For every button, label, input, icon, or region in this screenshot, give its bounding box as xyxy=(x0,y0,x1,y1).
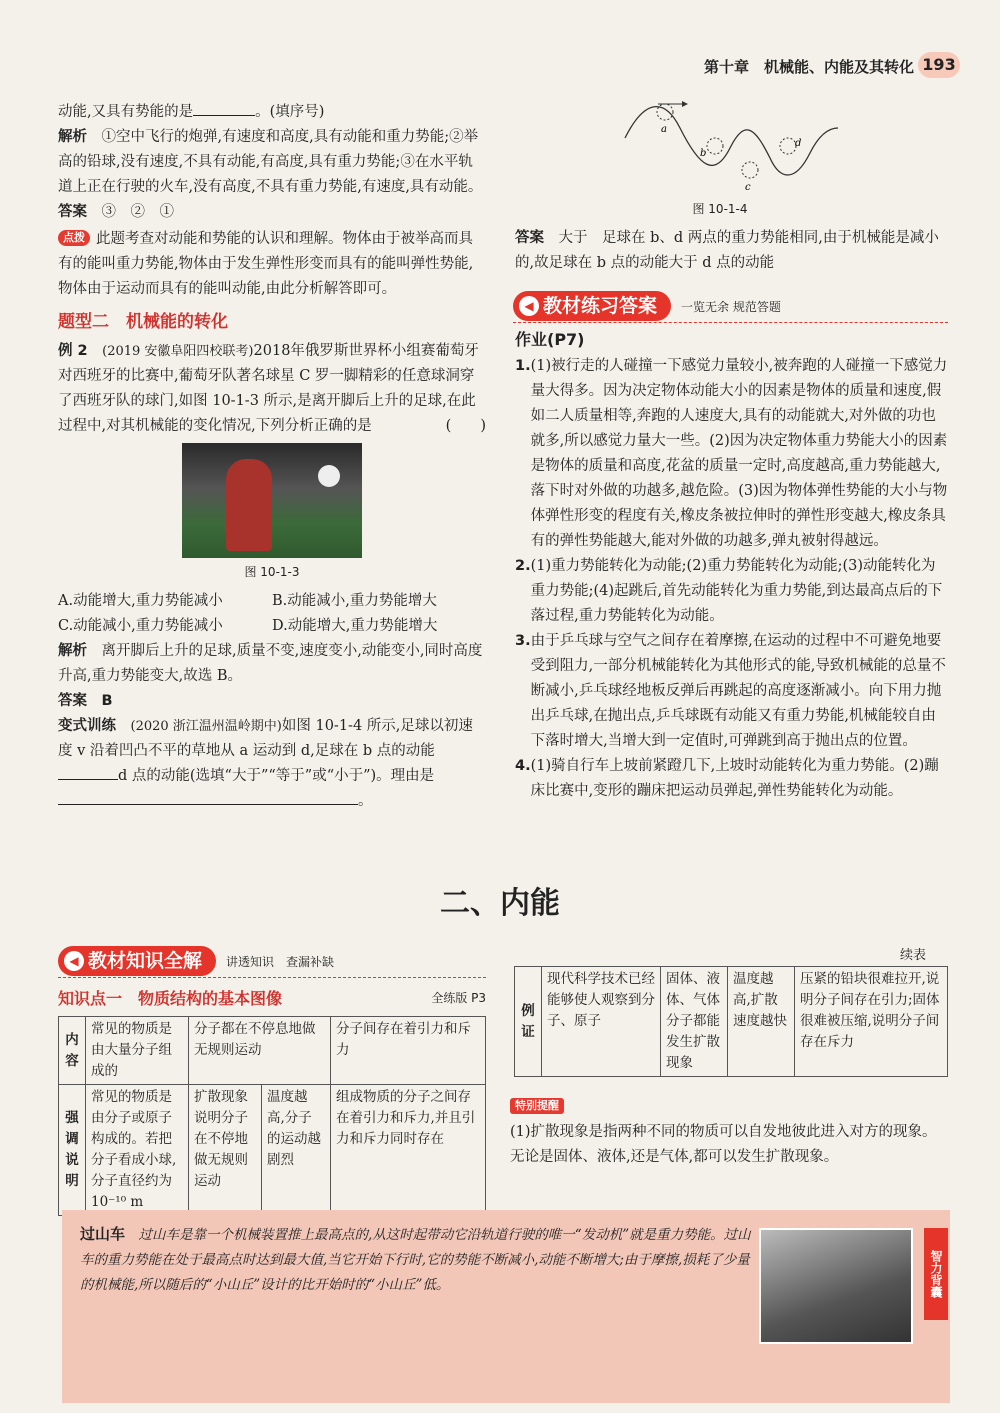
chapter-title: 第十章 机械能、内能及其转化 xyxy=(703,58,914,76)
special-badge: 特别提醒 xyxy=(510,1098,564,1114)
point1-heading: 知识点一 物质结构的基本图像 xyxy=(58,989,283,1008)
table-cell: 常见的物质是由大量分子组成的 xyxy=(86,1017,189,1085)
analysis-2: 解析 离开脚后上升的足球,质量不变,速度变小,动能变小,同时高度升高,重力势能变大,故选 B。 xyxy=(58,643,483,684)
knowledge-banner: ◀ 教材知识全解 讲透知识 查漏补缺 xyxy=(58,946,486,976)
roller-coaster-photo xyxy=(759,1228,913,1344)
option-a: A.动能增大,重力势能减小 xyxy=(58,593,223,609)
table-cell: 压紧的铅块很难拉开,说明分子间存在引力;固体很难被压缩,说明分子间存在斥力 xyxy=(795,967,948,1077)
footer-tag: 智力背囊 xyxy=(924,1228,948,1320)
row-head-content: 内容 xyxy=(59,1017,86,1085)
label-a: a xyxy=(661,124,667,135)
table-cell: 组成物质的分子之间存在着引力和斥力,并且引力和斥力同时存在 xyxy=(331,1085,486,1216)
row-head-emphasis: 强调说明 xyxy=(59,1085,86,1216)
knowledge-banner-subtitle: 讲透知识 查漏补缺 xyxy=(226,954,335,969)
table-cell: 温度越高,分子的运动越剧烈 xyxy=(262,1085,331,1216)
option-b: B.动能减小,重力势能增大 xyxy=(272,593,437,609)
option-d: D.动能增大,重力势能增大 xyxy=(272,618,438,634)
special-reminder xyxy=(510,1095,950,1170)
knowledge-banner-title: 教材知识全解 xyxy=(88,950,203,972)
homework-item: 3. 由于乒乓球与空气之间存在着摩擦,在运动的过程中不可避免地要受到阻力,一部分机械能转化为其他形式的能,导致机械能的总量不断减小,乒乓球经地板反弹后再跳起的高度逐渐减小。向下用力抛出乒乓球,在抛出点,乒乓球既有动能又有重力势能,机械能较自由下落时增大,当增大到一定值时,可弹跳到高于抛出点的位置。 xyxy=(515,633,946,749)
figure-10-1-4 xyxy=(620,98,840,193)
football-photo xyxy=(182,443,362,558)
knowledge-point-1 xyxy=(58,986,486,1009)
homework xyxy=(515,327,948,804)
exercise-banner-title: 教材练习答案 xyxy=(543,295,658,317)
label-d: d xyxy=(795,138,802,149)
label-b: b xyxy=(700,148,707,159)
table-cell: 常见的物质是由分子或原子构成的。若把分子看成小球,分子直径约为 10⁻¹⁰ m xyxy=(86,1085,189,1216)
homework-item: 4. (1)骑自行车上坡前紧蹬几下,上坡时动能转化为重力势能。(2)蹦床比赛中,变形的蹦床把运动员弹起,弹性势能转化为动能。 xyxy=(515,758,939,799)
section-title: 二、内能 xyxy=(440,886,560,921)
row-head-example: 例证 xyxy=(515,967,542,1077)
options-row-1 xyxy=(58,589,486,614)
special-text: (1)扩散现象是指两种不同的物质可以自发地彼此进入对方的现象。无论是固体、液体,还是气体,都可以发生扩散现象。 xyxy=(510,1124,937,1165)
footer-text: 过山车 过山车是靠一个机械装置推上最高点的,从这时起带动它沿轨道行驶的唯一“发动机”就是重力势能。过山车的重力势能在处于最高点时达到最大值,当它开始下行时,它的势能不断减小,动能不断增大;由于摩擦,损耗了少量的机械能,所以随后的“小山丘”设计的比开始时的“小山丘”低。 xyxy=(80,1225,751,1293)
right-column-answer: 答案 大于 足球在 b、d 两点的重力势能相同,由于机械能是减小的,故足球在 b 点的动能大于 d 点的动能 xyxy=(515,230,939,271)
exercise-banner-subtitle: 一览无余 规范答题 xyxy=(681,299,781,314)
tip-badge: 点拨 xyxy=(58,230,90,246)
point1-ref: 全练版 P3 xyxy=(431,991,486,1005)
example-2: 例 2 (2019 安徽阜阳四校联考)2018年俄罗斯世界杯小组赛葡萄牙对西班牙的比赛中,葡萄牙队著名球星 C 罗一脚精彩的任意球洞穿了西班牙队的球门,如图 10-1-3 所示,是离开脚后上升的足球,在此过程中,对其机械能的变化情况,下列分析正确的是 ( ) xyxy=(58,343,486,434)
table-cell: 温度越高,扩散速度越快 xyxy=(728,967,795,1077)
table-cell: 分子都在不停息地做无规则运动 xyxy=(189,1017,331,1085)
knowledge-table xyxy=(58,1016,486,1216)
options-row-2 xyxy=(58,614,486,639)
exercise-banner: ◀ 教材练习答案 一览无余 规范答题 xyxy=(513,291,948,321)
homework-item: 1. (1)被行走的人碰撞一下感觉力量较小,被奔跑的人碰撞一下感觉力量大得多。因为决定物体动能大小的因素是物体的质量和速度,假如二人质量相等,奔跑的人速度大,具有的动能就大,对外做的功也就多,所以感觉力量大一些。(2)因为决定物体重力势能大小的因素是物体的质量和高度,花盆的质量一定时,高度越高,重力势能越大,落下时对外做的功越多,越危险。(3)因为物体弹性势能的大小与物体弹性形变的程度有关,橡皮条被拉伸时的弹性形变越大,橡皮条具有的弹性势能越大,能对外做的功越多,弹丸被射得越远。 xyxy=(515,358,948,549)
label-c: c xyxy=(745,182,751,193)
answer-2: 答案 B xyxy=(58,693,113,709)
footer-title: 过山车 xyxy=(80,1225,126,1243)
knowledge-table-continued xyxy=(514,966,948,1077)
homework-item: 2. (1)重力势能转化为动能;(2)重力势能转化为动能;(3)动能转化为重力势能;(4)起跳后,首先动能转化为重力势能,到达最高点后的下落过程,重力势能转化为动能。 xyxy=(515,558,943,624)
tip: 点拨 此题考查对动能和势能的认识和理解。物体由于被举高而具有的能叫重力势能,物体由于发生弹性形变而具有的能叫弹性势能,物体由于运动而具有的能叫动能,由此分析解答即可。 xyxy=(58,231,474,297)
figure-caption: 图 10-1-3 xyxy=(244,565,300,579)
analysis: 解析 ①空中飞行的炮弹,有速度和高度,具有动能和重力势能;②举高的铅球,没有速度,不具有动能,有高度,具有重力势能;③在水平轨道上正在行驶的火车,没有高度,不具有重力势能,有速度,具有动能。 xyxy=(58,129,483,195)
option-c: C.动能减小,重力势能减小 xyxy=(58,618,223,634)
table-cell: 现代科学技术已经能够使人观察到分子、原子 xyxy=(542,967,661,1077)
homework-title: 作业(P7) xyxy=(515,330,585,349)
table-cell: 扩散现象说明分子在不停地做无规则运动 xyxy=(189,1085,262,1216)
table-cell: 固体、液体、气体分子都能发生扩散现象 xyxy=(661,967,728,1077)
table-continued-label: 续表 xyxy=(900,948,927,963)
footer-box xyxy=(62,1210,950,1403)
type2-heading: 题型二 机械能的转化 xyxy=(58,312,228,332)
answer: 答案 ③ ② ① xyxy=(58,204,174,220)
left-column xyxy=(58,100,486,814)
page-number: 193 xyxy=(918,52,960,78)
variant-training: 变式训练 (2020 浙江温州温岭期中)如图 10-1-4 所示,足球以初速度 v 沿着凹凸不平的草地从 a 运动到 d,足球在 b 点的动能d 点的动能(选填“大于”“等于”或“小于”)。理由是。 xyxy=(58,718,473,809)
figure-10-1-4-caption: 图 10-1-4 xyxy=(692,202,748,216)
page-header xyxy=(640,52,970,82)
terrain-diagram xyxy=(620,98,840,193)
table-cell: 分子间存在着引力和斥力 xyxy=(331,1017,486,1085)
question-tail: 动能,又具有势能的是 。(填序号) xyxy=(58,104,325,120)
